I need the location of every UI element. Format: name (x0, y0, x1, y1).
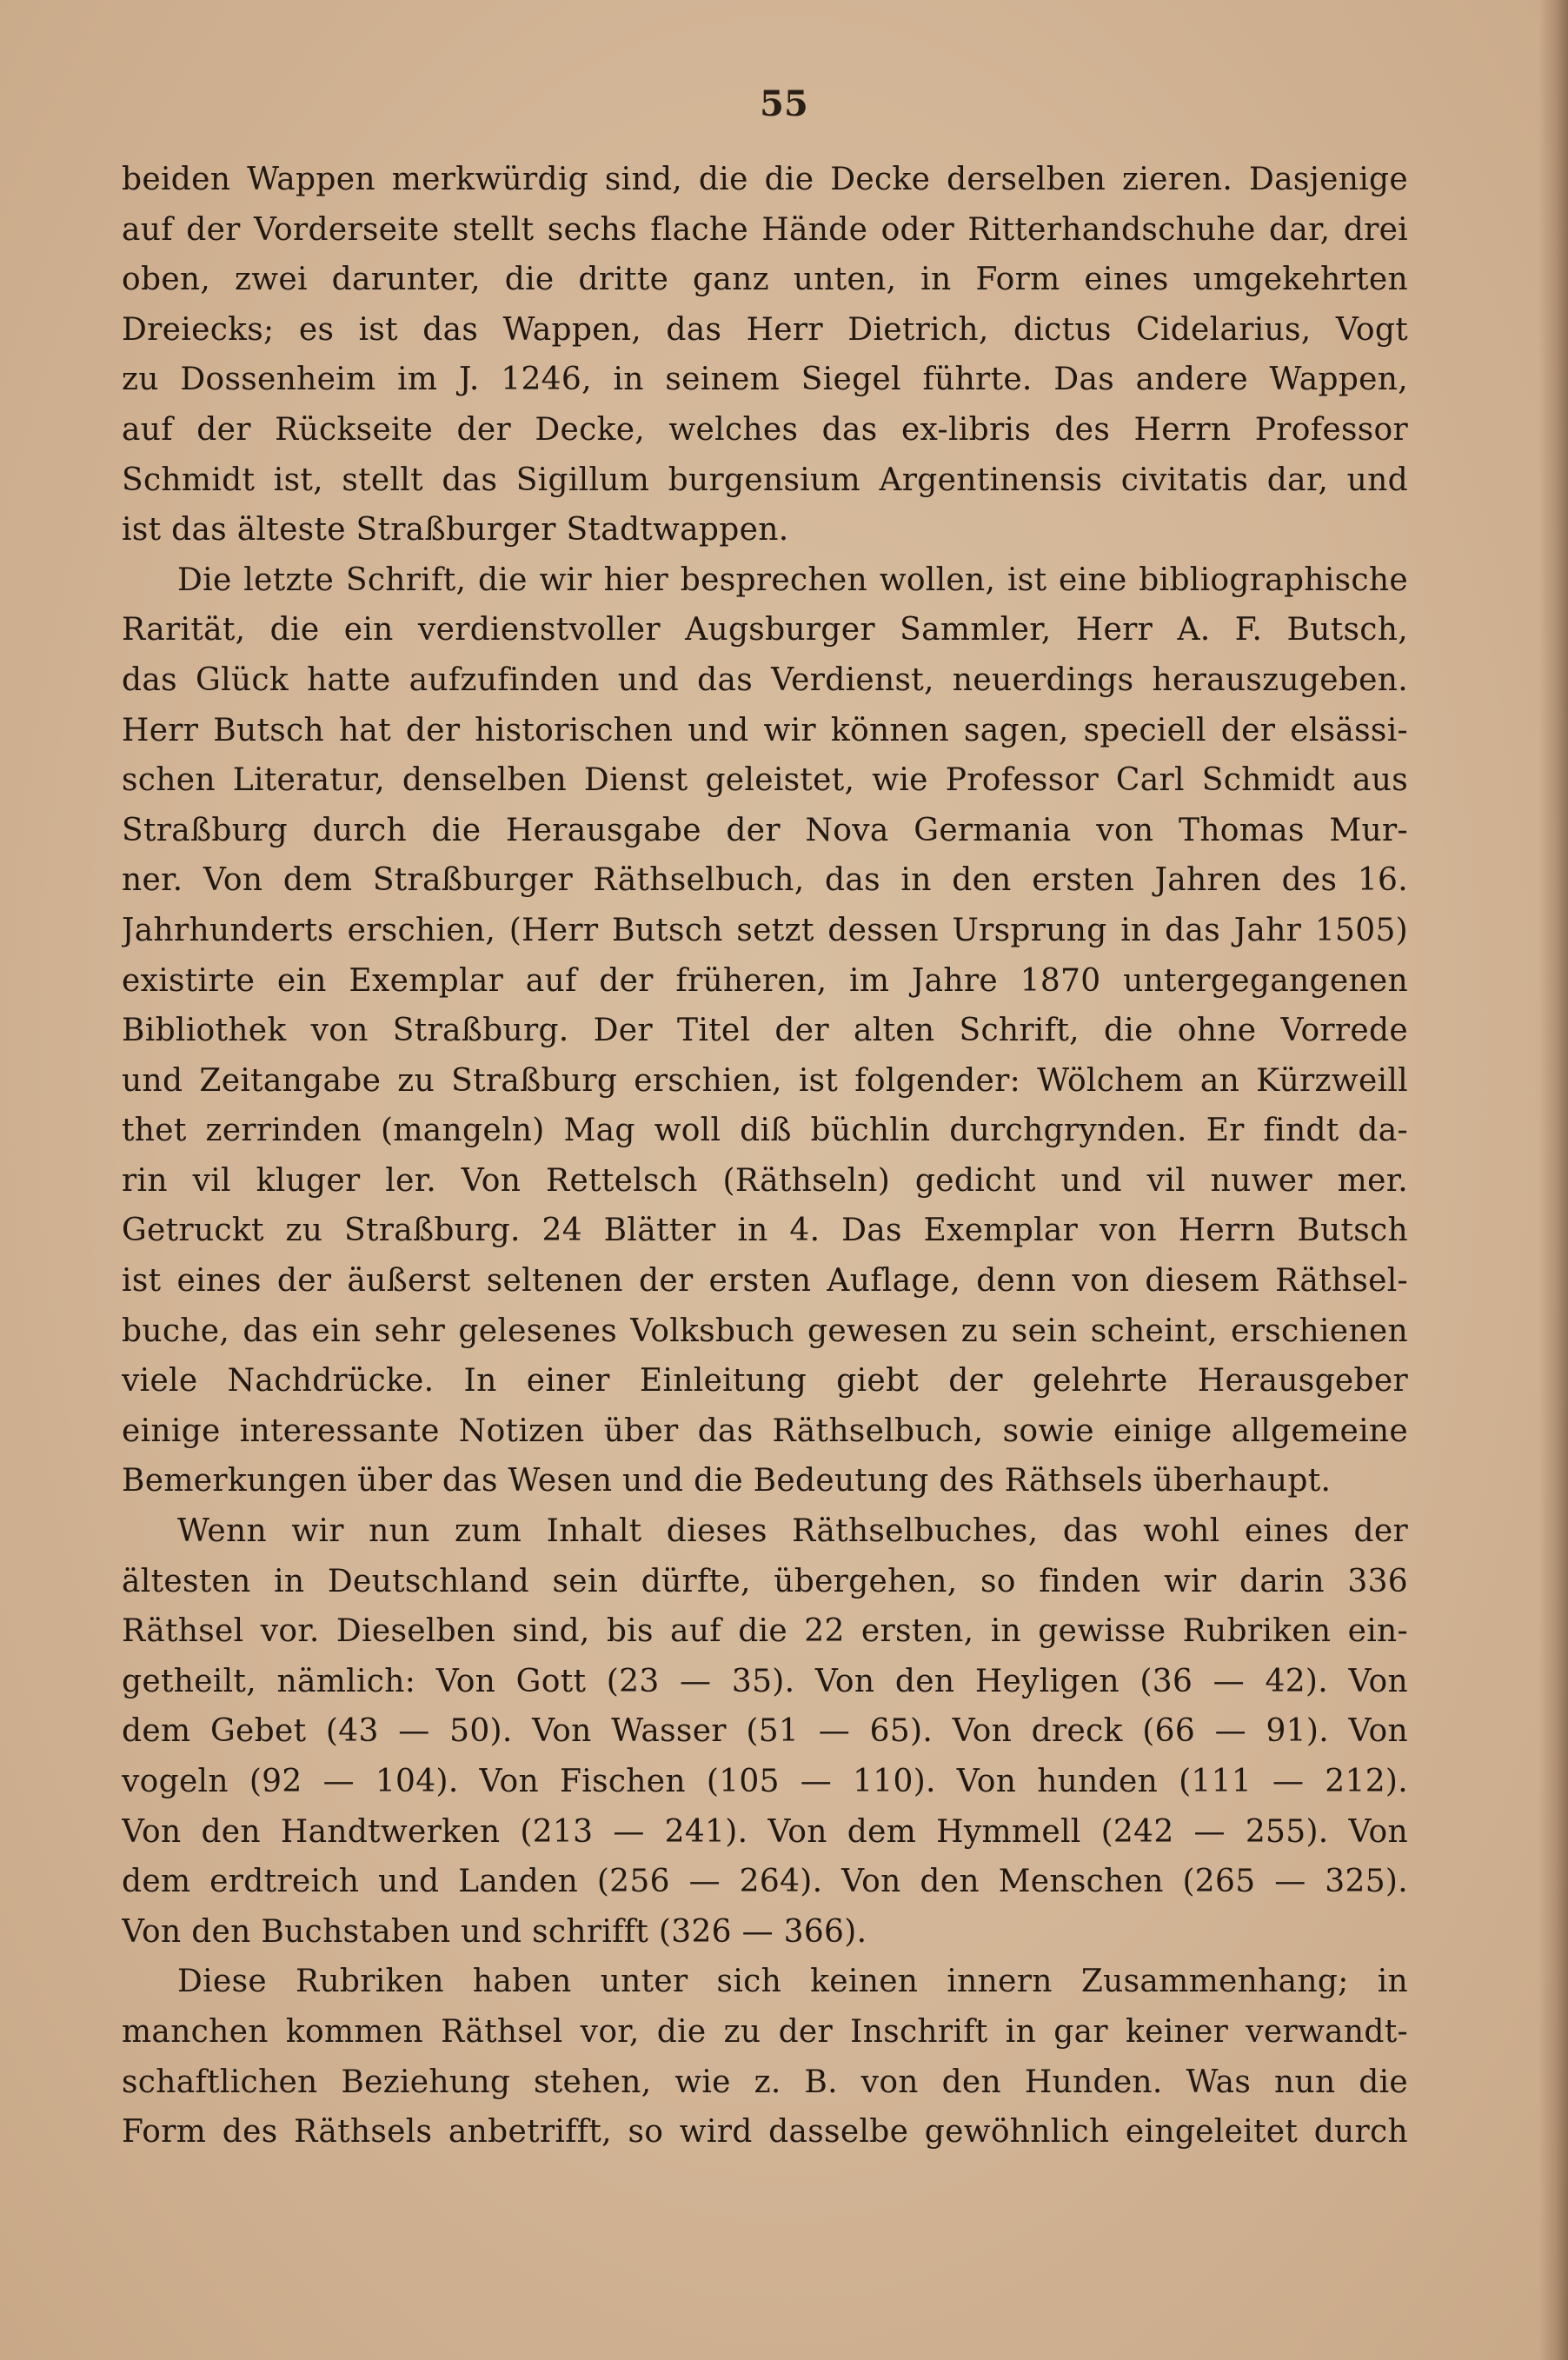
text-line: schen Literatur, denselben Dienst geleistet, wie Professor Carl Schmidt aus (122, 762, 1408, 799)
text-line: auf der Rückseite der Decke, welches das ex-libris des Herrn Professor (122, 411, 1408, 448)
text-line: Form des Räthsels anbetrifft, so wird dasselbe gewöhnlich eingeleitet durch (122, 2114, 1408, 2151)
text-line: Die letzte Schrift, die wir hier besprechen wollen, ist eine bibliographische (177, 562, 1408, 598)
text-line: getheilt, nämlich: Von Gott (23 — 35). Von den Heyligen (36 — 42). Von (122, 1663, 1408, 1699)
text-line: ältesten in Deutschland sein dürfte, übergehen, so finden wir darin 336 (122, 1563, 1408, 1599)
text-line: buche, das ein sehr gelesenes Volksbuch gewesen zu sein scheint, erschienen (122, 1313, 1408, 1349)
text-line: Diese Rubriken haben unter sich keinen innern Zusammenhang; in (177, 1964, 1408, 2000)
text-line: das Glück hatte aufzufinden und das Verdienst, neuerdings herauszugeben. (122, 661, 1408, 698)
text-line: Wenn wir nun zum Inhalt dieses Räthselbuches, das wohl eines der (177, 1513, 1408, 1550)
text-line: dem Gebet (43 — 50). Von Wasser (51 — 65). Von dreck (66 — 91). Von (122, 1713, 1408, 1750)
page-number: 55 (760, 83, 808, 124)
text-line: ner. Von dem Straßburger Räthselbuch, das in den ersten Jahren des 16. (122, 862, 1408, 899)
text-line: schaftlichen Beziehung stehen, wie z. B. von den Hunden. Was nun die (122, 2064, 1408, 2100)
text-line: ist das älteste Straßburger Stadtwappen. (122, 512, 789, 548)
text-line: Räthsel vor. Dieselben sind, bis auf die 22 ersten, in gewisse Rubriken ein- (122, 1613, 1408, 1650)
text-line: existirte ein Exemplar auf der früheren, im Jahre 1870 untergegangenen (122, 962, 1408, 999)
text-line: Rarität, die ein verdienstvoller Augsburger Sammler, Herr A. F. Butsch, (122, 612, 1408, 648)
text-line: Von den Buchstaben und schrifft (326 — 366). (122, 1913, 867, 1950)
text-line: Herr Butsch hat der historischen und wir können sagen, speciell der elsässi- (122, 712, 1408, 748)
text-line: Von den Handtwerken (213 — 241). Von dem Hymmell (242 — 255). Von (122, 1813, 1408, 1850)
text-line: oben, zwei darunter, die dritte ganz unten, in Form eines umgekehrten (122, 262, 1408, 298)
text-line: Straßburg durch die Herausgabe der Nova Germania von Thomas Mur- (122, 812, 1408, 848)
text-line: vogeln (92 — 104). Von Fischen (105 — 110). Von hunden (111 — 212). (122, 1764, 1408, 1799)
body-text (122, 155, 1408, 2157)
text-line: beiden Wappen merkwürdig sind, die die Decke derselben zieren. Dasjenige (122, 162, 1408, 197)
text-line: Jahrhunderts erschien, (Herr Butsch setzt dessen Ursprung in das Jahr 1505) (122, 912, 1408, 948)
text-line: Schmidt ist, stellt das Sigillum burgensium Argentinensis civitatis dar, und (122, 462, 1408, 498)
text-line: Bibliothek von Straßburg. Der Titel der alten Schrift, die ohne Vorrede (122, 1013, 1408, 1049)
text-line: viele Nachdrücke. In einer Einleitung giebt der gelehrte Herausgeber (122, 1363, 1408, 1399)
text-line: rin vil kluger ler. Von Rettelsch (Räthseln) gedicht und vil nuwer mer. (122, 1162, 1408, 1199)
text-line: Dreiecks; es ist das Wappen, das Herr Dietrich, dictus Cidelarius, Vogt (122, 311, 1408, 348)
text-line: Bemerkungen über das Wesen und die Bedeutung des Räthsels überhaupt. (122, 1463, 1332, 1499)
text-line: zu Dossenheim im J. 1246, in seinem Siegel führte. Das andere Wappen, (122, 362, 1408, 398)
page-edge-shadow (1538, 0, 1568, 2360)
text-line: manchen kommen Räthsel vor, die zu der Inschrift in gar keiner verwandt- (122, 2013, 1408, 2050)
text-line: und Zeitangabe zu Straßburg erschien, ist folgender: Wölchem an Kürzweill (122, 1062, 1408, 1099)
text-line: thet zerrinden (mangeln) Mag woll diß büchlin durchgrynden. Er findt da- (122, 1113, 1408, 1149)
text-line: dem erdtreich und Landen (256 — 264). Von den Menschen (265 — 325). (122, 1864, 1408, 1900)
text-line: einige interessante Notizen über das Räthselbuch, sowie einige allgemeine (122, 1413, 1408, 1449)
text-line: auf der Vorderseite stellt sechs flache Hände oder Ritterhandschuhe dar, drei (122, 211, 1408, 248)
text-line: ist eines der äußerst seltenen der ersten Auflage, denn von diesem Räthsel- (122, 1263, 1408, 1300)
text-line: Getruckt zu Straßburg. 24 Blätter in 4. Das Exemplar von Herrn Butsch (122, 1213, 1408, 1249)
